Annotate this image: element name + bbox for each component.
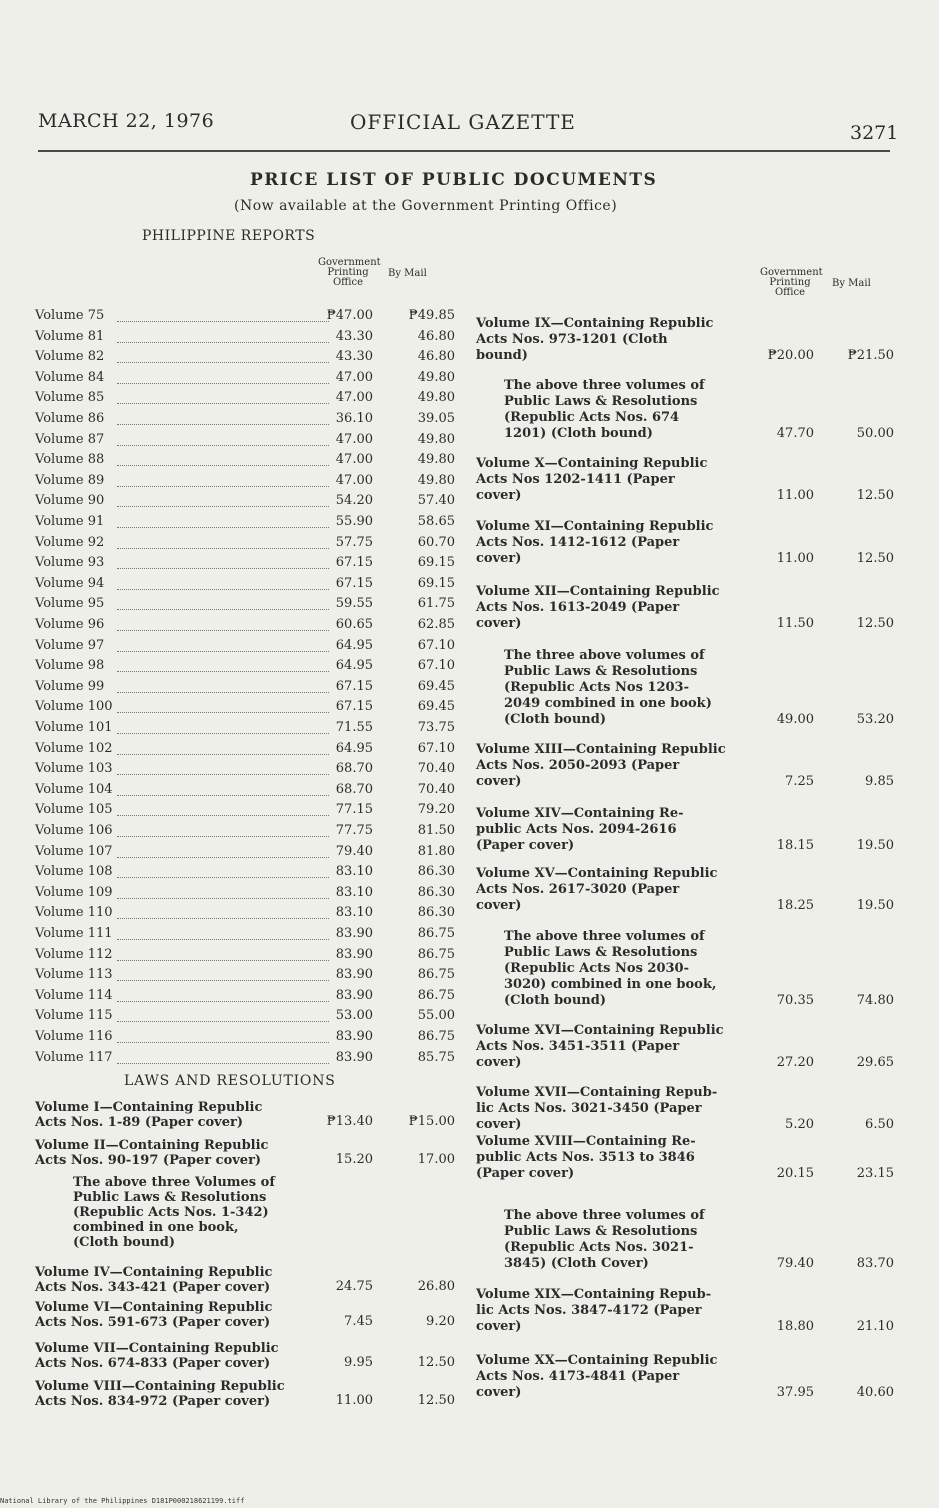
volume-name: Volume 110 <box>35 905 113 921</box>
price-by-mail: 49.80 <box>417 369 455 385</box>
combined-volumes-note: The above three volumes of Public Laws & Resolutions (Republic Acts Nos. 3021- 3845) (Cloth Cover) <box>504 1208 705 1271</box>
volume-name: Volume 90 <box>35 493 105 509</box>
price-government-office: 67.15 <box>335 678 373 694</box>
price-by-mail: 19.50 <box>856 898 894 913</box>
law-volume-text: Volume X—Containing Republic Acts Nos 1202-1411 (Paper cover) <box>476 456 708 503</box>
price-government-office: 79.40 <box>776 1256 814 1271</box>
price-government-office: 9.95 <box>344 1355 373 1370</box>
document-title: PRICE LIST OF PUBLIC DOCUMENTS <box>250 170 658 190</box>
leader-dots <box>117 692 329 693</box>
volume-row <box>35 432 465 452</box>
leader-dots <box>117 362 329 363</box>
volume-row <box>35 576 465 596</box>
volume-name: Volume 108 <box>35 864 113 880</box>
law-volume-text: Volume VI—Containing Republic Acts Nos. 591-673 (Paper cover) <box>35 1300 273 1330</box>
scan-footer: National Library of the Philippines D181P000218621199.tiff <box>0 1497 245 1505</box>
leader-dots <box>117 465 329 466</box>
leader-dots <box>117 898 329 899</box>
volume-name: Volume 104 <box>35 781 113 797</box>
price-government-office: 47.00 <box>335 390 373 406</box>
header-page-number: 3271 <box>850 122 899 144</box>
price-government-office: 77.75 <box>335 823 373 838</box>
price-government-office: 18.80 <box>776 1319 814 1334</box>
volume-row <box>35 782 465 802</box>
price-by-mail: 57.40 <box>417 493 455 509</box>
volume-row <box>35 411 465 431</box>
combined-volumes-note: The above three volumes of Public Laws & Resolutions (Republic Acts Nos 2030- 3020) combined in one book, (Cloth bound) <box>504 929 717 1008</box>
price-by-mail: 86.75 <box>417 926 455 941</box>
leader-dots <box>117 568 329 569</box>
price-government-office: ₱20.00 <box>767 348 814 363</box>
volume-row <box>35 390 465 410</box>
volume-row <box>35 1029 465 1049</box>
price-government-office: 15.20 <box>335 1152 373 1167</box>
price-by-mail: 49.80 <box>417 431 455 447</box>
price-government-office: 11.00 <box>776 551 814 566</box>
price-government-office: 71.55 <box>335 720 373 735</box>
leader-dots <box>117 754 329 755</box>
price-by-mail: 58.65 <box>417 514 455 529</box>
price-by-mail: 17.00 <box>417 1152 455 1167</box>
price-government-office: 83.90 <box>335 1029 373 1044</box>
volume-row <box>35 864 465 884</box>
volume-name: Volume 95 <box>35 596 105 612</box>
volume-row <box>35 988 465 1008</box>
price-government-office: 83.90 <box>335 926 373 941</box>
volume-name: Volume 99 <box>35 678 105 694</box>
price-government-office: 83.10 <box>335 884 373 900</box>
price-by-mail: 83.70 <box>856 1256 894 1271</box>
leader-dots <box>117 857 329 858</box>
volume-row <box>35 473 465 493</box>
price-by-mail: 53.20 <box>856 712 894 727</box>
law-volume-text: Volume VIII—Containing Republic Acts Nos. 834-972 (Paper cover) <box>35 1379 285 1409</box>
law-volume-text: Volume XX—Containing Republic Acts Nos. 4173-4841 (Paper cover) <box>476 1353 718 1400</box>
price-by-mail: 12.50 <box>856 616 894 631</box>
price-government-office: 57.75 <box>335 534 373 550</box>
leader-dots <box>117 795 329 796</box>
left-column-header <box>318 257 427 298</box>
header-title: OFFICIAL GAZETTE <box>350 110 576 134</box>
leader-dots <box>117 486 329 487</box>
volume-row <box>35 844 465 864</box>
volume-name: Volume 100 <box>35 699 113 715</box>
volume-name: Volume 75 <box>35 308 105 323</box>
price-government-office: 47.70 <box>776 426 814 441</box>
volume-row <box>35 1008 465 1028</box>
price-government-office: 68.70 <box>335 781 373 797</box>
left-col-mail-label: By Mail <box>388 268 427 279</box>
volume-name: Volume 107 <box>35 843 113 859</box>
volume-row <box>35 947 465 967</box>
right-column-header <box>760 267 871 308</box>
price-by-mail: 67.10 <box>417 740 455 756</box>
volume-row <box>35 535 465 555</box>
price-by-mail: 21.10 <box>856 1319 894 1334</box>
leader-dots <box>117 918 329 919</box>
price-by-mail: 62.85 <box>417 617 455 632</box>
document-subtitle: (Now available at the Government Printing Office) <box>234 198 618 214</box>
volume-name: Volume 101 <box>35 720 113 735</box>
volume-row <box>35 761 465 781</box>
price-by-mail: ₱15.00 <box>408 1114 455 1129</box>
price-government-office: 37.95 <box>776 1385 814 1400</box>
price-by-mail: 50.00 <box>856 426 894 441</box>
volume-row <box>35 926 465 946</box>
leader-dots <box>117 527 329 528</box>
volume-row <box>35 370 465 390</box>
volume-row <box>35 329 465 349</box>
law-volume-text: Volume XVII—Containing Repub- lic Acts Nos. 3021-3450 (Paper cover) <box>476 1085 718 1132</box>
right-col-gov-label: Government Printing Office <box>760 267 823 298</box>
volume-name: Volume 87 <box>35 431 105 447</box>
volume-name: Volume 113 <box>35 967 113 983</box>
price-government-office: 47.00 <box>335 369 373 385</box>
price-by-mail: 70.40 <box>417 781 455 797</box>
leader-dots <box>117 1042 329 1043</box>
price-by-mail: 74.80 <box>856 993 894 1008</box>
leader-dots <box>117 651 329 652</box>
volume-name: Volume 89 <box>35 472 105 488</box>
volume-name: Volume 115 <box>35 1008 113 1024</box>
price-government-office: 43.30 <box>335 349 373 365</box>
volume-row <box>35 452 465 472</box>
volume-name: Volume 103 <box>35 761 113 777</box>
price-government-office: 64.95 <box>335 740 373 756</box>
law-volume-text: Volume VII—Containing Republic Acts Nos. 674-833 (Paper cover) <box>35 1341 279 1371</box>
volume-name: Volume 106 <box>35 823 113 838</box>
price-by-mail: 67.10 <box>417 637 455 653</box>
price-government-office: 59.55 <box>335 596 373 612</box>
price-government-office: 83.90 <box>335 987 373 1003</box>
leader-dots <box>117 589 329 590</box>
volume-row <box>35 617 465 637</box>
price-government-office: 7.45 <box>344 1314 373 1329</box>
leader-dots <box>117 1021 329 1022</box>
price-government-office: 60.65 <box>335 617 373 632</box>
price-by-mail: 9.20 <box>426 1314 455 1329</box>
price-government-office: ₱13.40 <box>326 1114 373 1129</box>
price-by-mail: 9.85 <box>865 774 894 789</box>
combined-volumes-note: The three above volumes of Public Laws & Resolutions (Republic Acts Nos 1203- 2049 combined in one book) (Cloth bound) <box>504 648 712 727</box>
price-government-office: 7.25 <box>785 774 814 789</box>
volume-name: Volume 97 <box>35 637 105 653</box>
leader-dots <box>117 1063 329 1064</box>
price-government-office: 64.95 <box>335 637 373 653</box>
price-by-mail: 29.65 <box>856 1055 894 1070</box>
price-government-office: 64.95 <box>335 658 373 674</box>
price-government-office: 70.35 <box>776 993 814 1008</box>
volume-row <box>35 802 465 822</box>
price-by-mail: 81.80 <box>417 843 455 859</box>
price-government-office: 47.00 <box>335 431 373 447</box>
volume-row <box>35 823 465 843</box>
price-government-office: 47.00 <box>335 452 373 468</box>
price-government-office: 68.70 <box>335 761 373 777</box>
volume-name: Volume 112 <box>35 946 113 962</box>
leader-dots <box>117 424 329 425</box>
price-by-mail: 49.80 <box>417 472 455 488</box>
price-by-mail: 55.00 <box>417 1008 455 1024</box>
price-by-mail: 26.80 <box>417 1279 455 1294</box>
volume-name: Volume 93 <box>35 555 105 571</box>
volume-row <box>35 905 465 925</box>
volume-name: Volume 86 <box>35 411 105 426</box>
price-government-office: 49.00 <box>776 712 814 727</box>
law-volume-text: Volume XII—Containing Republic Acts Nos. 1613-2049 (Paper cover) <box>476 584 720 631</box>
volume-row <box>35 308 465 328</box>
leader-dots <box>117 630 329 631</box>
price-government-office: 67.15 <box>335 575 373 591</box>
price-government-office: 47.00 <box>335 472 373 488</box>
price-government-office: 11.50 <box>776 616 814 631</box>
price-by-mail: 86.75 <box>417 946 455 962</box>
volume-row <box>35 679 465 699</box>
volume-name: Volume 114 <box>35 987 113 1003</box>
price-by-mail: 69.45 <box>417 699 455 715</box>
leader-dots <box>117 939 329 940</box>
law-volume-text: Volume XIII—Containing Republic Acts Nos. 2050-2093 (Paper cover) <box>476 742 726 789</box>
volume-name: Volume 82 <box>35 349 105 365</box>
price-by-mail: ₱49.85 <box>408 308 455 323</box>
law-volume-text: The above three Volumes of Public Laws & Resolutions (Republic Acts Nos. 1-342) combined in one book, (Cloth bound) <box>73 1175 275 1250</box>
leader-dots <box>117 383 329 384</box>
law-volume-text: Volume IX—Containing Republic Acts Nos. 973-1201 (Cloth bound) <box>476 316 714 363</box>
price-government-office: 18.25 <box>776 898 814 913</box>
price-by-mail: 46.80 <box>417 349 455 365</box>
leader-dots <box>117 836 329 837</box>
law-volume-text: Volume II—Containing Republic Acts Nos. 90-197 (Paper cover) <box>35 1138 269 1168</box>
volume-row <box>35 1050 465 1070</box>
section-laws-and-resolutions: LAWS AND RESOLUTIONS <box>124 1073 336 1089</box>
volume-name: Volume 102 <box>35 740 113 756</box>
volume-row <box>35 741 465 761</box>
price-by-mail: 12.50 <box>417 1393 455 1408</box>
volume-name: Volume 88 <box>35 452 105 468</box>
law-volume-text: Volume XVIII—Containing Re- public Acts Nos. 3513 to 3846 (Paper cover) <box>476 1134 696 1181</box>
price-by-mail: 86.75 <box>417 1029 455 1044</box>
header-date: MARCH 22, 1976 <box>38 110 215 132</box>
leader-dots <box>117 960 329 961</box>
price-government-office: 55.90 <box>335 514 373 529</box>
leader-dots <box>117 877 329 878</box>
price-by-mail: 12.50 <box>856 551 894 566</box>
price-government-office: 83.90 <box>335 967 373 983</box>
price-by-mail: 40.60 <box>856 1385 894 1400</box>
law-volume-text: Volume I—Containing Republic Acts Nos. 1-89 (Paper cover) <box>35 1100 263 1130</box>
price-by-mail: 60.70 <box>417 534 455 550</box>
price-by-mail: 19.50 <box>856 838 894 853</box>
law-volume-text: Volume XIX—Containing Repub- lic Acts Nos. 3847-4172 (Paper cover) <box>476 1287 712 1334</box>
law-volume-text: Volume XI—Containing Republic Acts Nos. 1412-1612 (Paper cover) <box>476 519 714 566</box>
leader-dots <box>117 403 329 404</box>
price-government-office: 18.15 <box>776 838 814 853</box>
leader-dots <box>117 671 329 672</box>
leader-dots <box>117 506 329 507</box>
volume-name: Volume 85 <box>35 390 105 406</box>
left-col-gov-label: Government Printing Office <box>318 257 381 288</box>
price-by-mail: 86.30 <box>417 905 455 921</box>
volume-name: Volume 105 <box>35 802 113 818</box>
price-government-office: 20.15 <box>776 1166 814 1181</box>
price-by-mail: 12.50 <box>417 1355 455 1370</box>
volume-row <box>35 555 465 575</box>
leader-dots <box>117 815 329 816</box>
price-by-mail: 70.40 <box>417 761 455 777</box>
volume-row <box>35 967 465 987</box>
price-by-mail: 86.75 <box>417 967 455 983</box>
price-government-office: 5.20 <box>785 1117 814 1132</box>
price-by-mail: 39.05 <box>417 411 455 426</box>
leader-dots <box>117 342 329 343</box>
price-government-office: 83.90 <box>335 1049 373 1065</box>
price-by-mail: 61.75 <box>417 596 455 612</box>
price-by-mail: 23.15 <box>856 1166 894 1181</box>
leader-dots <box>117 712 329 713</box>
price-by-mail: 6.50 <box>865 1117 894 1132</box>
leader-dots <box>117 733 329 734</box>
volume-row <box>35 493 465 513</box>
volume-name: Volume 98 <box>35 658 105 674</box>
volume-name: Volume 92 <box>35 534 105 550</box>
price-by-mail: 86.30 <box>417 864 455 880</box>
price-government-office: 43.30 <box>335 328 373 344</box>
volume-row <box>35 658 465 678</box>
law-volume-text: Volume XVI—Containing Republic Acts Nos. 3451-3511 (Paper cover) <box>476 1023 724 1070</box>
volume-row <box>35 349 465 369</box>
volume-name: Volume 109 <box>35 884 113 900</box>
price-government-office: 67.15 <box>335 555 373 571</box>
volume-row <box>35 638 465 658</box>
leader-dots <box>117 980 329 981</box>
price-by-mail: 69.45 <box>417 678 455 694</box>
right-col-mail-label: By Mail <box>832 278 871 289</box>
price-by-mail: 49.80 <box>417 390 455 406</box>
law-volume-text: Volume XIV—Containing Re- public Acts Nos. 2094-2616 (Paper cover) <box>476 806 684 853</box>
volume-name: Volume 116 <box>35 1029 113 1044</box>
volume-row <box>35 720 465 740</box>
price-government-office: 53.00 <box>335 1008 373 1024</box>
volume-row <box>35 596 465 616</box>
volume-name: Volume 94 <box>35 575 105 591</box>
price-by-mail: 79.20 <box>417 802 455 818</box>
header-rule <box>38 150 890 152</box>
price-government-office: 83.90 <box>335 946 373 962</box>
volume-row <box>35 514 465 534</box>
price-by-mail: 86.75 <box>417 987 455 1003</box>
price-government-office: 83.10 <box>335 905 373 921</box>
leader-dots <box>117 321 329 322</box>
price-by-mail: 69.15 <box>417 555 455 571</box>
price-government-office: 54.20 <box>335 493 373 509</box>
price-government-office: 67.15 <box>335 699 373 715</box>
volume-name: Volume 111 <box>35 926 113 941</box>
price-by-mail: 46.80 <box>417 328 455 344</box>
combined-volumes-note: The above three volumes of Public Laws & Resolutions (Republic Acts Nos. 674 1201) (Cloth bound) <box>504 378 705 441</box>
leader-dots <box>117 445 329 446</box>
price-government-office: 36.10 <box>335 411 373 426</box>
price-government-office: 79.40 <box>335 843 373 859</box>
section-philippine-reports: PHILIPPINE REPORTS <box>142 228 316 244</box>
law-volume-text: Volume IV—Containing Republic Acts Nos. 343-421 (Paper cover) <box>35 1265 273 1295</box>
price-government-office: 83.10 <box>335 864 373 880</box>
volume-name: Volume 84 <box>35 369 105 385</box>
volume-name: Volume 117 <box>35 1049 113 1065</box>
law-volume-text: Volume XV—Containing Republic Acts Nos. 2617-3020 (Paper cover) <box>476 866 718 913</box>
price-government-office: 77.15 <box>335 802 373 818</box>
leader-dots <box>117 1001 329 1002</box>
price-by-mail: 67.10 <box>417 658 455 674</box>
price-by-mail: 69.15 <box>417 575 455 591</box>
price-by-mail: 85.75 <box>417 1049 455 1065</box>
price-by-mail: 73.75 <box>417 720 455 735</box>
price-by-mail: 86.30 <box>417 884 455 900</box>
price-by-mail: ₱21.50 <box>847 348 894 363</box>
price-government-office: 11.00 <box>776 488 814 503</box>
price-government-office: 27.20 <box>776 1055 814 1070</box>
volume-name: Volume 81 <box>35 328 105 344</box>
volume-name: Volume 91 <box>35 514 105 529</box>
price-by-mail: 49.80 <box>417 452 455 468</box>
volume-row <box>35 885 465 905</box>
leader-dots <box>117 609 329 610</box>
price-by-mail: 81.50 <box>417 823 455 838</box>
leader-dots <box>117 774 329 775</box>
price-government-office: 11.00 <box>335 1393 373 1408</box>
price-by-mail: 12.50 <box>856 488 894 503</box>
leader-dots <box>117 548 329 549</box>
volume-name: Volume 96 <box>35 617 105 632</box>
price-government-office: 24.75 <box>335 1279 373 1294</box>
price-government-office: ₱47.00 <box>326 308 373 323</box>
volume-row <box>35 699 465 719</box>
